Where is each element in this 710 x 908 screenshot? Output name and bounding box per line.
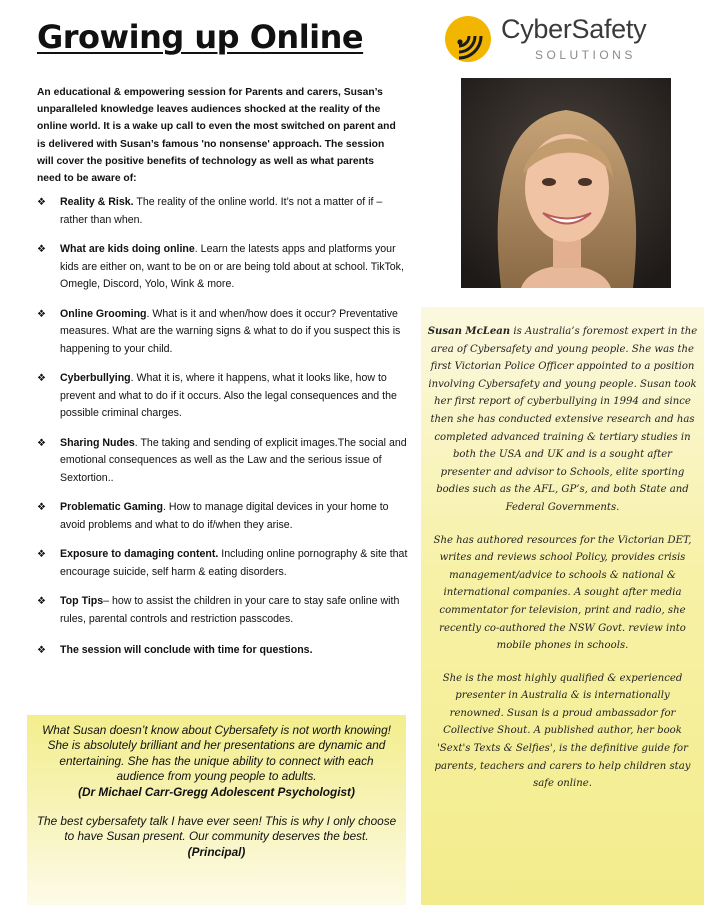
topic-text: The reality of the online world. It’s not a matter of if – rather than when.	[60, 196, 383, 226]
diamond-bullet-icon: ❖	[37, 645, 46, 656]
bio-paragraph: She has authored resources for the Victorian DET, writes and reviews school Policy, provides crisis management/advice to schools & national & international companies. A sought after media commentator for television, print and radio, she recently co-authored the NSW Govt. review into mobile phones in schools.	[433, 534, 692, 652]
list-item	[37, 642, 409, 660]
list-item	[37, 370, 409, 423]
bio-text: is Australia’s foremost expert in the area of Cybersafety and young people. She was the first Victorian Police Officer appointed to a position involving Cybersafety and young people. Susan took her first report of cyberbullying in 1994 and since then she has conducted extensive research and has completed advanced training & tertiary studies in both the USA and UK and is a sought after presenter and advisor to Schools, elite sporting bodies such as the AFL, GP’s, and both State and Federal Governments.	[428, 326, 698, 513]
diamond-bullet-icon: ❖	[37, 549, 46, 560]
logo-name: CyberSafety	[501, 14, 647, 44]
topic-lead: What are kids doing online	[60, 243, 195, 255]
list-item	[37, 306, 409, 359]
topic-lead: Exposure to damaging content.	[60, 548, 219, 560]
topic-text: . What is it and when/how does it occur? Preventative measures. What are the warning signs & what to do if you suspect this is happening to your child.	[60, 307, 401, 355]
diamond-bullet-icon: ❖	[37, 308, 46, 320]
topic-lead: Problematic Gaming	[60, 501, 164, 513]
topic-lead: Reality & Risk.	[60, 196, 134, 208]
diamond-bullet-icon: ❖	[37, 197, 46, 208]
list-item	[37, 241, 409, 294]
speaker-name: Susan McLean	[427, 326, 511, 337]
diamond-bullet-icon: ❖	[37, 502, 46, 513]
intro-paragraph: An educational & empowering session for Parents and carers, Susan’s unparalleled knowledge leaves audiences shocked at the reality of the online world. It is a wake up call to even the most switched on parent and is delivered with Susan’s famous 'no nonsense' approach. The session will cover the positive benefits of technology as well as what parents need to be aware of:	[37, 87, 396, 185]
diamond-bullet-icon: ❖	[37, 437, 46, 449]
topic-text: . The taking and sending of explicit images.The social and emotional consequences as well as the Law and the serious issue of Sextortion..	[60, 436, 407, 484]
list-item	[37, 593, 409, 628]
bio-paragraph	[427, 323, 698, 517]
testimonial-quote: What Susan doesn’t know about Cybersafety is not worth knowing! She is absolutely brilliant and her presentations are dynamic and entertaining. She has the unique ability to connect with each audience from young people to adults.	[42, 723, 391, 784]
topic-text: Including online pornography & site that encourage suicide, self harm & eating disorders.	[60, 548, 408, 578]
list-item	[37, 546, 409, 581]
topic-lead: Sharing Nudes	[60, 436, 135, 449]
testimonial-attribution: (Principal)	[187, 844, 246, 859]
topic-lead: Top Tips	[60, 595, 104, 607]
topic-text: – how to assist the children in your care to stay safe online with rules, parental controls and restriction passcodes.	[60, 595, 400, 625]
topic-text: . What it is, where it happens, what it looks like, how to prevent and what to do if it occurs. Also the legal consequences and the possible criminal charges.	[60, 372, 397, 419]
list-item	[37, 499, 409, 534]
diamond-bullet-icon: ❖	[37, 244, 46, 255]
topic-lead: Cyberbullying	[60, 372, 131, 384]
topic-lead: Online Grooming	[60, 307, 147, 320]
topic-text: . Learn the latests apps and platforms your kids are either on, want to be on or are being told about at school. TikTok, Omegle, Discord, Yolo, Wink & more.	[60, 243, 404, 290]
testimonial-attribution: (Dr Michael Carr-Gregg Adolescent Psychologist)	[78, 784, 355, 799]
list-item	[37, 194, 409, 229]
topic-text: . How to manage digital devices in your home to avoid problems and what to do if/when they arise.	[60, 501, 389, 531]
topic-list	[37, 194, 409, 660]
logo-mark-icon	[445, 16, 491, 62]
page-title: Growing up Online	[37, 18, 364, 56]
testimonials-box	[27, 715, 406, 905]
bio-paragraph: She is the most highly qualified & experienced presenter in Australia & is internationally renowned. Susan is a proud ambassador for Collective Shout. A published author, her book 'Sext's Texts & Selfies', is the definitive guide for parents, teachers and carers to help children stay safe online.	[434, 672, 691, 790]
diamond-bullet-icon: ❖	[37, 596, 46, 607]
logo-subtitle: SOLUTIONS	[535, 48, 636, 62]
speaker-photo	[461, 78, 671, 288]
speaker-bio-box	[421, 307, 704, 905]
cybersafety-logo	[445, 12, 685, 66]
topic-lead: The session will conclude with time for questions.	[60, 644, 313, 656]
list-item	[37, 435, 409, 488]
diamond-bullet-icon: ❖	[37, 373, 46, 384]
testimonial-quote: The best cybersafety talk I have ever seen! This is why I only choose to have Susan present. Our community deserves the best.	[36, 814, 397, 844]
